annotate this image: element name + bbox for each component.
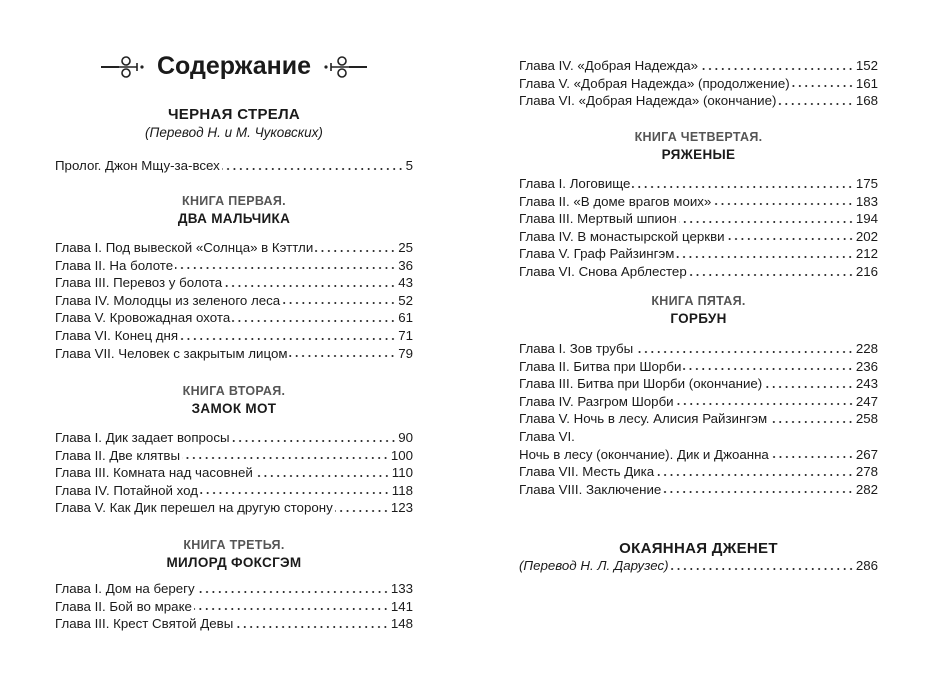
page-number: 243	[855, 376, 878, 392]
entry-title: Глава II. Две клятвы	[55, 447, 181, 463]
page-number: 110	[391, 465, 413, 481]
entry-title: Глава I. Зов трубы	[519, 341, 634, 356]
toc-entry[interactable]	[55, 309, 413, 327]
section-header	[55, 537, 413, 572]
dot-leader	[683, 368, 853, 370]
entry-title: Глава VI. Конец дня	[55, 327, 179, 343]
toc-entry[interactable]	[55, 615, 413, 633]
book-label: КНИГА ПЕРВАЯ.	[182, 194, 286, 208]
dot-leader	[255, 475, 390, 477]
toc-entry[interactable]	[55, 345, 413, 363]
book-title: ГОРБУН	[670, 311, 727, 326]
toc-entry[interactable]	[519, 210, 878, 228]
entry-title: Глава I. Под вывеской «Солнца» в Кэттли	[55, 240, 314, 255]
entry-title: Глава IV. Молодцы из зеленого леса	[55, 292, 281, 308]
book-title: ДВА МАЛЬЧИКА	[177, 211, 291, 226]
page-number: 267	[855, 446, 878, 462]
page-number: 100	[390, 447, 413, 463]
entry-title: Глава I. Логовище	[519, 176, 631, 191]
toc-entry[interactable]	[519, 175, 878, 193]
work-title: ЧЕРНАЯ СТРЕЛА	[167, 106, 301, 123]
dot-leader	[175, 267, 396, 269]
dot-leader	[197, 591, 389, 593]
work-title: ОКАЯННАЯ ДЖЕНЕТ	[619, 540, 778, 557]
toc-entry[interactable]	[519, 263, 878, 281]
dot-leader	[282, 302, 396, 304]
dot-leader	[727, 238, 854, 240]
toc-entries	[55, 580, 413, 633]
entry-title: (Перевод Н. Л. Дарузес)	[519, 558, 669, 573]
dot-leader	[224, 285, 396, 287]
entry-title: Глава VI.	[519, 428, 575, 444]
dot-leader	[778, 103, 853, 105]
toc-entry[interactable]	[519, 358, 878, 376]
page-number: 216	[855, 263, 878, 279]
page-number: 152	[855, 58, 878, 73]
toc-entry[interactable]	[519, 75, 878, 93]
toc-entry[interactable]	[55, 447, 413, 465]
entry-title: Глава I. Дик задает вопросы	[55, 430, 230, 445]
toc-entry[interactable]	[55, 292, 413, 310]
page-number: 148	[390, 616, 413, 632]
page-number: 175	[855, 176, 878, 191]
toc-entry[interactable]	[519, 393, 878, 411]
entry-title: Глава VI. Снова Арблестер	[519, 263, 687, 279]
toc-entry[interactable]	[519, 410, 878, 428]
dot-leader	[771, 456, 854, 458]
dot-leader	[663, 491, 854, 493]
page-number: 43	[398, 275, 413, 291]
page-number: 36	[398, 257, 413, 273]
entry-title: Ночь в лесу (окончание). Дик и Джоанна	[519, 446, 769, 462]
page-number: 236	[855, 358, 878, 374]
toc-entry[interactable]	[55, 464, 413, 482]
page-number: 247	[855, 393, 878, 409]
entry-title: Глава V. «Добрая Надежда» (продолжение)	[519, 75, 790, 91]
dot-leader	[180, 338, 396, 340]
toc-entry[interactable]	[519, 193, 878, 211]
book-title: МИЛОРД ФОКСГЭМ	[166, 555, 302, 570]
entry-title: Глава VII. Месть Дика	[519, 464, 655, 480]
dot-leader	[689, 274, 854, 276]
dot-leader	[200, 492, 390, 494]
entry-title: Пролог. Джон Мщу-за-всех	[55, 158, 220, 173]
entry-title: Глава I. Дом на берегу	[55, 581, 195, 596]
entry-title: Глава III. Перевоз у болота	[55, 275, 223, 291]
page-number: 183	[855, 193, 878, 209]
dot-leader	[676, 403, 854, 405]
entry-title: Глава VI. «Добрая Надежда» (окончание)	[519, 93, 777, 109]
toc-entry[interactable]	[55, 157, 413, 175]
toc-entry[interactable]	[55, 327, 413, 345]
toc-entries	[519, 175, 878, 281]
page-number: 194	[855, 211, 878, 227]
entry-title: Глава III. Крест Святой Девы	[55, 616, 234, 632]
dot-leader	[792, 85, 854, 87]
section-header	[55, 383, 413, 418]
dot-leader	[764, 386, 854, 388]
page-number: 79	[398, 345, 413, 361]
toc-entry[interactable]	[55, 580, 413, 598]
dot-leader	[232, 320, 396, 322]
dot-leader	[289, 355, 396, 357]
section-header	[519, 293, 878, 328]
toc-entry[interactable]	[519, 446, 878, 464]
section-header	[55, 106, 413, 124]
entry-title: Глава VIII. Заключение	[519, 481, 662, 497]
book-label: КНИГА ПЯТАЯ.	[651, 294, 746, 308]
page-number: 90	[398, 430, 413, 445]
toc-entries	[519, 557, 878, 575]
toc-entry[interactable]	[519, 557, 878, 575]
entry-title: Глава III. Комната над часовней	[55, 465, 253, 481]
page-number: 141	[390, 598, 413, 614]
entry-title: Глава IV. В монастырской церкви	[519, 228, 725, 244]
dot-leader	[713, 203, 854, 205]
dot-leader	[632, 186, 853, 188]
entry-title: Глава IV. Потайной ход	[55, 482, 198, 498]
toc-entry[interactable]	[55, 429, 413, 447]
toc-entries	[55, 239, 413, 362]
dot-leader	[182, 457, 389, 459]
dot-leader	[635, 351, 854, 353]
dot-leader	[671, 568, 854, 570]
page-number: 168	[855, 93, 878, 109]
page-number: 212	[855, 246, 878, 262]
toc-entry[interactable]	[519, 428, 878, 446]
entry-title: Глава V. Граф Райзингэм	[519, 246, 675, 262]
entry-title: Глава IV. Разгром Шорби	[519, 393, 674, 409]
page-number: 61	[398, 310, 413, 326]
dot-leader	[194, 608, 389, 610]
dot-leader	[232, 440, 397, 442]
dot-leader	[315, 250, 396, 252]
entry-title: Глава II. «В доме врагов моих»	[519, 193, 712, 209]
dot-leader	[679, 221, 854, 223]
book-label: КНИГА ЧЕТВЕРТАЯ.	[634, 130, 763, 144]
book-title: ЗАМОК МОТ	[191, 401, 277, 416]
toc-entry[interactable]	[55, 239, 413, 257]
translator-note: (Перевод Н. и М. Чуковских)	[145, 125, 323, 140]
page-number: 282	[855, 481, 878, 497]
page-number: 161	[855, 75, 878, 91]
section-header	[55, 124, 413, 142]
page-number: 123	[390, 500, 413, 516]
toc-entry[interactable]	[519, 245, 878, 263]
dot-leader	[235, 626, 389, 628]
page-number: 71	[398, 327, 413, 343]
entry-title: Глава IV. «Добрая Надежда»	[519, 58, 699, 73]
book-title: РЯЖЕНЫЕ	[661, 147, 736, 162]
entry-title: Глава V. Как Дик перешел на другую сторону	[55, 500, 333, 516]
page-number: 228	[855, 341, 878, 356]
toc-entry[interactable]	[55, 274, 413, 292]
page-number: 133	[390, 581, 413, 596]
entry-title: Глава VII. Человек с закрытым лицом	[55, 345, 288, 361]
entry-title: Глава III. Мертвый шпион	[519, 211, 677, 227]
page-number: 52	[398, 292, 413, 308]
toc-entry[interactable]	[519, 375, 878, 393]
toc-entry[interactable]	[519, 228, 878, 246]
page-number: 258	[855, 411, 878, 427]
book-label: КНИГА ТРЕТЬЯ.	[183, 538, 285, 552]
toc-entries	[519, 57, 878, 110]
section-header	[55, 193, 413, 228]
toc-entry[interactable]	[519, 92, 878, 110]
page-number: 118	[391, 482, 413, 498]
toc-entry[interactable]	[519, 463, 878, 481]
dot-leader	[656, 474, 854, 476]
toc-entry[interactable]	[55, 257, 413, 275]
contents-heading	[55, 52, 413, 81]
page-number: 5	[405, 158, 413, 173]
toc-entry[interactable]	[55, 598, 413, 616]
toc-entries	[519, 340, 878, 498]
page-number: 278	[855, 464, 878, 480]
toc-entry[interactable]	[519, 340, 878, 358]
toc-entries	[55, 429, 413, 517]
page-number: 286	[855, 558, 878, 573]
dot-leader	[222, 168, 404, 170]
entry-title: Глава V. Кровожадная охота	[55, 310, 231, 326]
ornament-right-icon	[321, 54, 367, 80]
entry-title: Глава III. Битва при Шорби (окончание)	[519, 376, 763, 392]
dot-leader	[769, 421, 854, 423]
dot-leader	[335, 510, 389, 512]
entry-title: Глава II. Бой во мраке	[55, 598, 192, 614]
section-header	[519, 129, 878, 164]
toc-entry[interactable]	[55, 482, 413, 500]
dot-leader	[676, 256, 853, 258]
entry-title: Глава II. На болоте	[55, 257, 174, 273]
page-title: Содержание	[156, 52, 312, 80]
book-label: КНИГА ВТОРАЯ.	[182, 384, 286, 398]
toc-entry[interactable]	[519, 481, 878, 499]
toc-entries	[55, 157, 413, 175]
toc-entry[interactable]	[519, 57, 878, 75]
page-number: 202	[855, 228, 878, 244]
page-number: 25	[398, 240, 413, 255]
ornament-left-icon	[101, 54, 147, 80]
dot-leader	[700, 68, 854, 70]
entry-title: Глава V. Ночь в лесу. Алисия Райзингэм	[519, 411, 768, 427]
toc-entry[interactable]	[55, 499, 413, 517]
entry-title: Глава II. Битва при Шорби	[519, 358, 682, 374]
section-header	[519, 540, 878, 558]
